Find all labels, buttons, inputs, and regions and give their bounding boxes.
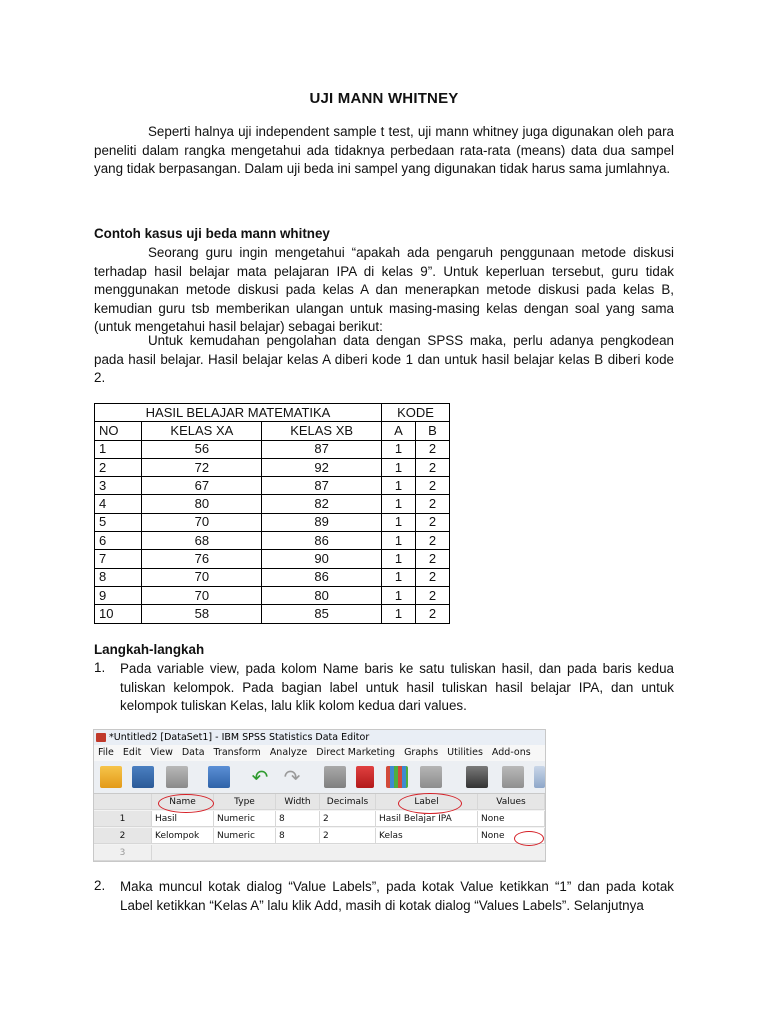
column-header-width[interactable]: Width: [276, 794, 320, 810]
cell-kode-b: 2: [416, 513, 450, 531]
menu-item-direct-marketing[interactable]: Direct Marketing: [316, 747, 396, 758]
menu-item-add-ons[interactable]: Add-ons: [491, 747, 531, 758]
cell-no: 5: [95, 513, 142, 531]
cell-kelas-xa: 58: [142, 605, 262, 623]
score-table: [94, 403, 450, 624]
cell-kelas-xa: 67: [142, 477, 262, 495]
cell-kelas-xb: 82: [262, 495, 382, 513]
cell-kode-a: 1: [382, 440, 416, 458]
menu-item-view[interactable]: View: [150, 747, 173, 758]
spss-toolbar: [94, 761, 545, 794]
cell-kode-b: 2: [416, 532, 450, 550]
table-row: [95, 568, 450, 586]
table-row: [95, 495, 450, 513]
highlight-name-oval: [158, 794, 214, 813]
cell-label[interactable]: Kelas: [376, 828, 478, 844]
grid-corner: [94, 794, 152, 810]
empty-cells[interactable]: [152, 845, 545, 861]
cell-kelas-xb: 80: [262, 586, 382, 604]
table-row: [95, 458, 450, 476]
table-row: [95, 477, 450, 495]
cell-kelas-xa: 80: [142, 495, 262, 513]
cell-kelas-xb: 89: [262, 513, 382, 531]
grid-row: [94, 811, 545, 828]
cell-kode-b: 2: [416, 605, 450, 623]
spss-app-icon: [96, 733, 106, 742]
case-paragraph: Seorang guru ingin mengetahui “apakah ada pengaruh penggunaan metode diskusi terhadap hasil belajar mata pelajaran IPA di kelas 9”. Untuk keperluan tersebut, guru tidak menggunakan metode diskusi pada kelas A dan menerapkan metode diskusi pada kelas B, kemudian guru tsb memberikan ulangan untuk masing-masing kelas dengan soal yang sama (untuk mengetahui hasil belajar) sebagai berikut:: [94, 245, 674, 335]
table-row: [95, 513, 450, 531]
split-file-icon[interactable]: [534, 766, 545, 788]
steps-heading: Langkah-langkah: [94, 642, 205, 657]
cell-kode-a: 1: [382, 586, 416, 604]
print-icon[interactable]: [166, 766, 188, 788]
intro-paragraph: Seperti halnya uji independent sample t test, uji mann whitney juga digunakan oleh para peneliti dalam rangka mengetahui ada tidaknya perbedaan rata-rata (means) data dua sampel yang tidak berpasangan. Dalam uji beda ini sampel yang digunakan tidak harus sama jumlahnya.: [94, 124, 674, 177]
table-group-header-kode: KODE: [382, 404, 450, 422]
table-row: [95, 605, 450, 623]
table-row: [95, 550, 450, 568]
table-group-header-hasil: HASIL BELAJAR MATEMATIKA: [95, 404, 382, 422]
cell-kelas-xb: 92: [262, 458, 382, 476]
grid-row: [94, 828, 545, 845]
cell-kode-a: 1: [382, 513, 416, 531]
cell-kode-a: 1: [382, 477, 416, 495]
cell-kode-b: 2: [416, 568, 450, 586]
table-header-b: B: [416, 422, 450, 440]
spss-screenshot: [93, 729, 546, 862]
row-number[interactable]: 1: [94, 811, 152, 827]
cell-kelas-xa: 68: [142, 532, 262, 550]
chart-icon[interactable]: [420, 766, 442, 788]
cell-kelas-xb: 86: [262, 532, 382, 550]
dialog-recall-icon[interactable]: [208, 766, 230, 788]
column-header-decimals[interactable]: Decimals: [320, 794, 376, 810]
undo-icon[interactable]: ↶: [251, 765, 269, 789]
goto-case-icon[interactable]: [324, 766, 346, 788]
spss-window-title: *Untitled2 [DataSet1] - IBM SPSS Statistics Data Editor: [109, 732, 370, 743]
variables-icon[interactable]: [386, 766, 408, 788]
cell-kelas-xb: 87: [262, 477, 382, 495]
table-header-no: NO: [95, 422, 142, 440]
cell-kode-b: 2: [416, 458, 450, 476]
cell-no: 4: [95, 495, 142, 513]
cell-kelas-xa: 56: [142, 440, 262, 458]
cell-kode-b: 2: [416, 440, 450, 458]
menu-item-utilities[interactable]: Utilities: [447, 747, 483, 758]
cell-name[interactable]: Kelompok: [152, 828, 214, 844]
insert-cases-icon[interactable]: [502, 766, 524, 788]
cell-values[interactable]: None: [478, 828, 545, 844]
spss-menu-bar: [94, 745, 545, 761]
cell-no: 8: [95, 568, 142, 586]
menu-item-graphs[interactable]: Graphs: [404, 747, 439, 758]
cell-kelas-xa: 70: [142, 513, 262, 531]
case-heading: Contoh kasus uji beda mann whitney: [94, 226, 330, 241]
table-header-kelas-xb: KELAS XB: [262, 422, 382, 440]
cell-kelas-xb: 86: [262, 568, 382, 586]
table-row: [95, 586, 450, 604]
menu-item-edit[interactable]: Edit: [122, 747, 142, 758]
cell-width[interactable]: 8: [276, 811, 320, 827]
cell-type[interactable]: Numeric: [214, 828, 276, 844]
open-folder-icon[interactable]: [100, 766, 122, 788]
cell-no: 1: [95, 440, 142, 458]
cell-no: 6: [95, 532, 142, 550]
cell-decimals[interactable]: 2: [320, 828, 376, 844]
highlight-label-oval: [398, 793, 462, 814]
step-2-text: Maka muncul kotak dialog “Value Labels”, pada kotak Value ketikkan “1” dan pada kotak Label ketikkan “Kelas A” lalu klik Add, masih di kotak dialog “Values Labels”. Selanjutnya: [120, 879, 674, 913]
cell-kode-b: 2: [416, 495, 450, 513]
cell-name[interactable]: Hasil: [152, 811, 214, 827]
step-2-number: 2.: [94, 878, 106, 893]
cell-kelas-xa: 70: [142, 586, 262, 604]
spss-title-bar: [94, 730, 545, 745]
cell-kode-b: 2: [416, 477, 450, 495]
cell-kode-a: 1: [382, 495, 416, 513]
table-header-kelas-xa: KELAS XA: [142, 422, 262, 440]
cell-kode-b: 2: [416, 586, 450, 604]
table-row: [95, 440, 450, 458]
cell-kode-a: 1: [382, 458, 416, 476]
row-number[interactable]: 3: [94, 845, 152, 861]
cell-kode-b: 2: [416, 550, 450, 568]
find-binoculars-icon[interactable]: [466, 766, 488, 788]
cell-kode-a: 1: [382, 550, 416, 568]
save-icon[interactable]: [132, 766, 154, 788]
highlight-values-oval: [514, 831, 544, 846]
step-1-text: Pada variable view, pada kolom Name baris ke satu tuliskan hasil, dan pada baris kedua tuliskan kelompok. Pada bagian label untuk hasil tuliskan hasil belajar IPA, dan untuk kelompok tuliskan Kelas, lalu klik kolom kedua dari values.: [120, 661, 674, 714]
cell-width[interactable]: 8: [276, 828, 320, 844]
cell-no: 2: [95, 458, 142, 476]
menu-item-analyze[interactable]: Analyze: [269, 747, 308, 758]
table-header-a: A: [382, 422, 416, 440]
cell-no: 10: [95, 605, 142, 623]
column-header-label[interactable]: Label: [376, 794, 478, 810]
cell-kode-a: 1: [382, 605, 416, 623]
goto-variable-icon[interactable]: [356, 766, 374, 788]
column-header-type[interactable]: Type: [214, 794, 276, 810]
table-column-header-row: [95, 422, 450, 440]
cell-values[interactable]: None: [478, 811, 545, 827]
column-header-values[interactable]: Values: [478, 794, 545, 810]
cell-decimals[interactable]: 2: [320, 811, 376, 827]
redo-icon[interactable]: ↷: [283, 765, 301, 789]
cell-label[interactable]: Hasil Belajar IPA: [376, 811, 478, 827]
cell-kode-a: 1: [382, 568, 416, 586]
step-1-number: 1.: [94, 660, 106, 675]
cell-no: 3: [95, 477, 142, 495]
grid-empty-row: [94, 845, 545, 862]
document-title: UJI MANN WHITNEY: [309, 90, 459, 107]
menu-item-file[interactable]: File: [98, 747, 114, 758]
row-number[interactable]: 2: [94, 828, 152, 844]
cell-no: 7: [95, 550, 142, 568]
column-header-name[interactable]: Name: [152, 794, 214, 810]
cell-kelas-xb: 90: [262, 550, 382, 568]
cell-type[interactable]: Numeric: [214, 811, 276, 827]
table-group-header-row: [95, 404, 450, 422]
cell-kelas-xb: 87: [262, 440, 382, 458]
menu-item-transform[interactable]: Transform: [213, 747, 261, 758]
cell-kelas-xa: 70: [142, 568, 262, 586]
cell-kelas-xb: 85: [262, 605, 382, 623]
cell-kelas-xa: 72: [142, 458, 262, 476]
cell-kelas-xa: 76: [142, 550, 262, 568]
cell-no: 9: [95, 586, 142, 604]
table-row: [95, 532, 450, 550]
cell-kode-a: 1: [382, 532, 416, 550]
coding-paragraph: Untuk kemudahan pengolahan data dengan SPSS maka, perlu adanya pengkodean pada hasil belajar. Hasil belajar kelas A diberi kode 1 dan untuk hasil belajar kelas B diberi kode 2.: [94, 333, 674, 386]
menu-item-data[interactable]: Data: [181, 747, 205, 758]
